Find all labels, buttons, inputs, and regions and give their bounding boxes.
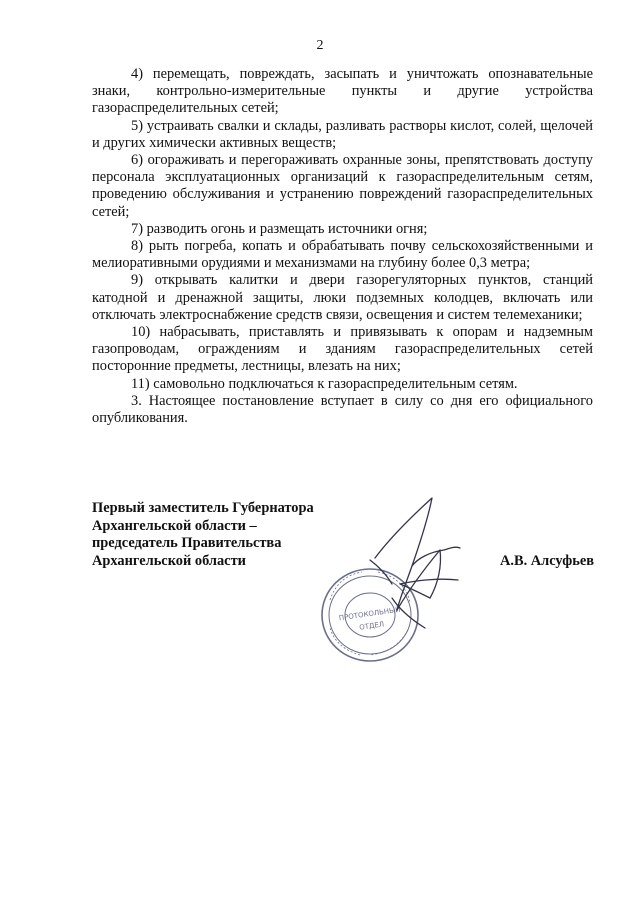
seal-line-1: ПРОТОКОЛЬНЫЙ bbox=[338, 605, 401, 623]
position-line: Первый заместитель Губернатора bbox=[92, 500, 314, 516]
list-item-7: 7) разводить огонь и размещать источники огня; bbox=[131, 220, 428, 237]
signatory-position bbox=[92, 500, 314, 570]
signatory-name: А.В. Алсуфьев bbox=[499, 553, 594, 569]
seal-line-2: ОТДЕЛ bbox=[358, 620, 385, 632]
seal-inner-text bbox=[338, 605, 401, 632]
effective-date-clause: 3. Настоящее постановление вступает в силу со дня его официального опубликования. bbox=[92, 392, 593, 427]
list-item-4: 4) перемещать, повреждать, засыпать и уничтожать опознавательные знаки, контрольно-измерительные пункты и другие устройства газораспределительных сетей; bbox=[92, 66, 593, 117]
page-number: 2 bbox=[316, 38, 324, 53]
list-item-8: 8) рыть погреба, копать и обрабатывать почву сельскохозяйственными и мелиоративными орудиями и механизмами на глубину более 0,3 метра; bbox=[92, 238, 593, 272]
list-item-9: 9) открывать калитки и двери газорегуляторных пунктов, станций катодной и дренажной защиты, люки подземных колодцев, включать или отключать электроснабжение средств связи, освещения и систем телемеханики; bbox=[92, 272, 593, 323]
list-item-5: 5) устраивать свалки и склады, разливать растворы кислот, солей, щелочей и других химически активных веществ; bbox=[92, 117, 593, 151]
list-item-10: 10) набрасывать, приставлять и привязывать к опорам и надземным газопроводам, ограждениям и зданиям газораспределительных сетей посторонние предметы, лестницы, влезать на них; bbox=[92, 324, 593, 375]
official-seal-and-signature bbox=[300, 488, 500, 678]
position-line: Архангельской области – bbox=[92, 517, 257, 534]
list-item-6: 6) огораживать и перегораживать охранные зоны, препятствовать доступу персонала эксплуатационных организаций к газораспределительным сетям, проведению обслуживания и устранению повреждений газораспределительных сетей; bbox=[92, 152, 593, 220]
position-line: председатель Правительства bbox=[92, 535, 282, 551]
list-item-11: 11) самовольно подключаться к газораспределительным сетям. bbox=[131, 375, 518, 392]
document-body bbox=[92, 66, 593, 427]
position-line: Архангельской области bbox=[92, 552, 246, 569]
